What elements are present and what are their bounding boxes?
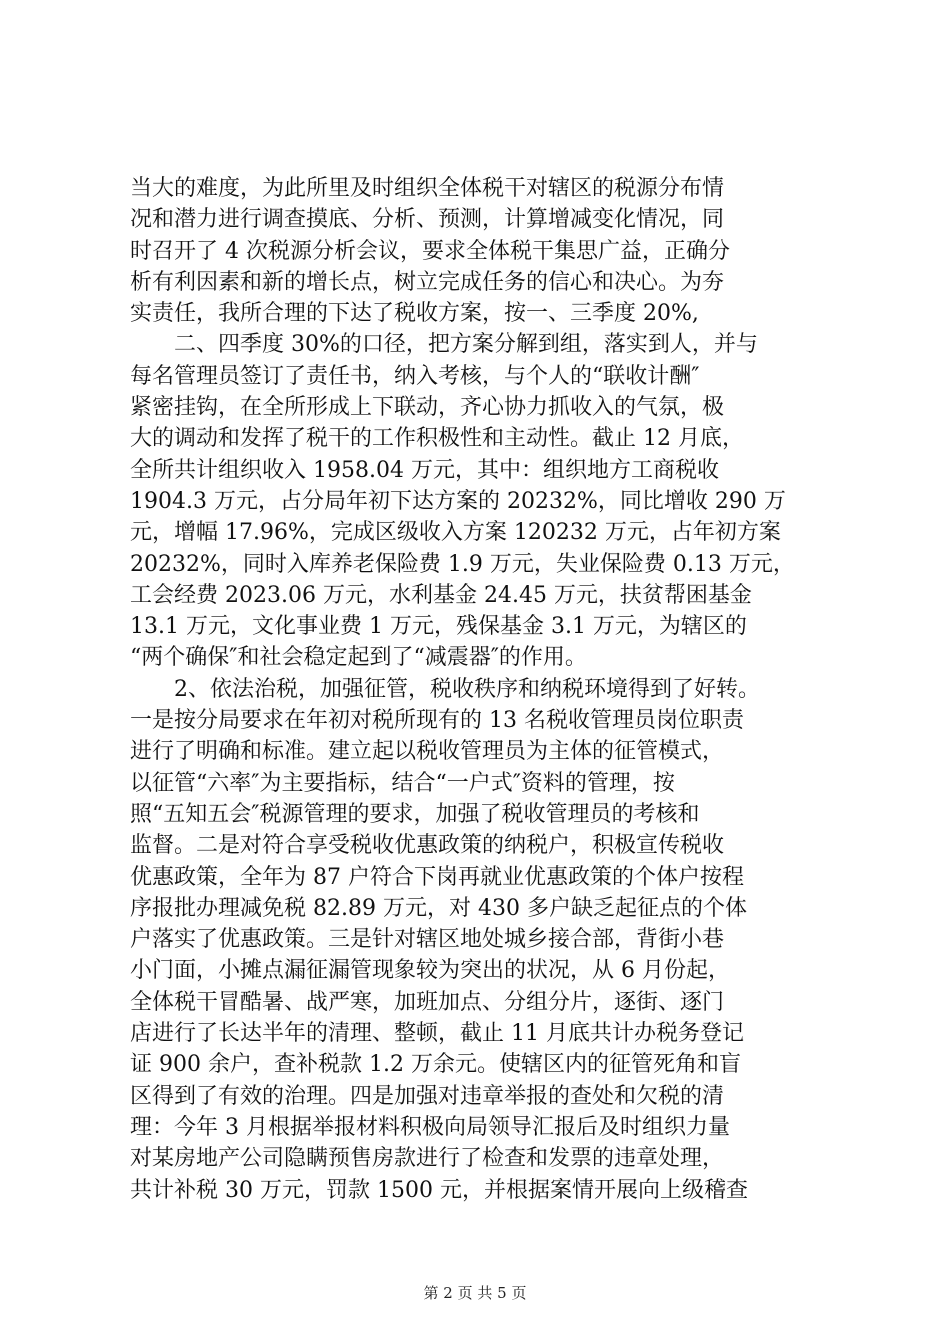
text-line: 小门面，小摊点漏征漏管现象较为突出的状况，从 6 月份起， [130, 958, 730, 984]
text-line: 证 900 余户，查补税款 1.2 万余元。使辖区内的征管死角和盲 [130, 1052, 741, 1078]
text-line: 共计补税 30 万元，罚款 1500 元，并根据案情开展向上级稽查 [130, 1177, 748, 1203]
text-line: 2、依法治税，加强征管，税收秩序和纳税环境得到了好转。 [130, 676, 760, 702]
text-line: 理：今年 3 月根据举报材料积极向局领导汇报后及时组织力量 [130, 1114, 730, 1140]
text-line: 元，增幅 17.96%，完成区级收入方案 120232 万元，占年初方案 [130, 520, 781, 546]
page-number-footer: 第 2 页 共 5 页 [423, 1284, 527, 1302]
text-line: 户落实了优惠政策。三是针对辖区地处城乡接合部，背街小巷 [130, 927, 725, 953]
text-line: 况和潜力进行调查摸底、分析、预测，计算增减变化情况，同 [130, 207, 725, 233]
text-line: 优惠政策，全年为 87 户符合下岗再就业优惠政策的个体户按程 [130, 864, 744, 890]
text-line: 全体税干冒酷暑、战严寒，加班加点、分组分片，逐街、逐门 [130, 989, 725, 1015]
text-line: 以征管“六率″为主要指标，结合“一户式″资料的管理，按 [130, 770, 675, 796]
text-line: 对某房地产公司隐瞒预售房款进行了检查和发票的违章处理， [130, 1146, 725, 1172]
text-line: 进行了明确和标准。建立起以税收管理员为主体的征管模式， [130, 739, 725, 765]
text-line: 大的调动和发挥了税干的工作积极性和主动性。截止 12 月底， [130, 426, 744, 452]
text-line: “两个确保″和社会稳定起到了“减震器″的作用。 [130, 645, 587, 671]
text-line: 析有利因素和新的增长点，树立完成任务的信心和决心。为夯 [130, 269, 725, 295]
body-text [130, 173, 840, 1206]
text-line: 1904.3 万元，占分局年初下达方案的 20232%，同比增收 290 万 [130, 488, 786, 514]
text-line: 二、四季度 30%的口径，把方案分解到组，落实到人，并与 [130, 332, 758, 358]
text-line: 13.1 万元，文化事业费 1 万元，残保基金 3.1 万元，为辖区的 [130, 614, 747, 640]
text-line: 实责任，我所合理的下达了税收方案，按一、三季度 20%, [130, 301, 699, 327]
text-line: 监督。二是对符合享受税收优惠政策的纳税户，积极宣传税收 [130, 833, 725, 859]
text-line: 照“五知五会″税源管理的要求，加强了税收管理员的考核和 [130, 801, 700, 827]
text-line: 工会经费 2023.06 万元，水利基金 24.45 万元，扶贫帮困基金 [130, 582, 752, 608]
text-line: 序报批办理减免税 82.89 万元，对 430 多户缺乏起征点的个体 [130, 895, 747, 921]
text-line: 20232%，同时入库养老保险费 1.9 万元，失业保险费 0.13 万元， [130, 551, 795, 577]
text-line: 每名管理员签订了责任书，纳入考核，与个人的“联收计酬″ [130, 363, 700, 389]
text-line: 紧密挂钩，在全所形成上下联动，齐心协力抓收入的气氛，极 [130, 395, 725, 421]
text-line: 当大的难度，为此所里及时组织全体税干对辖区的税源分布情 [130, 176, 725, 201]
text-line: 店进行了长达半年的清理、整顿，截止 11 月底共计办税务登记 [130, 1021, 744, 1047]
text-line: 时召开了 4 次税源分析会议，要求全体税干集思广益，正确分 [130, 238, 730, 264]
text-line: 一是按分局要求在年初对税所现有的 13 名税收管理员岗位职责 [130, 708, 744, 734]
text-line: 全所共计组织收入 1958.04 万元，其中：组织地方工商税收 [130, 457, 719, 483]
text-line: 区得到了有效的治理。四是加强对违章举报的查处和欠税的清 [130, 1083, 725, 1109]
